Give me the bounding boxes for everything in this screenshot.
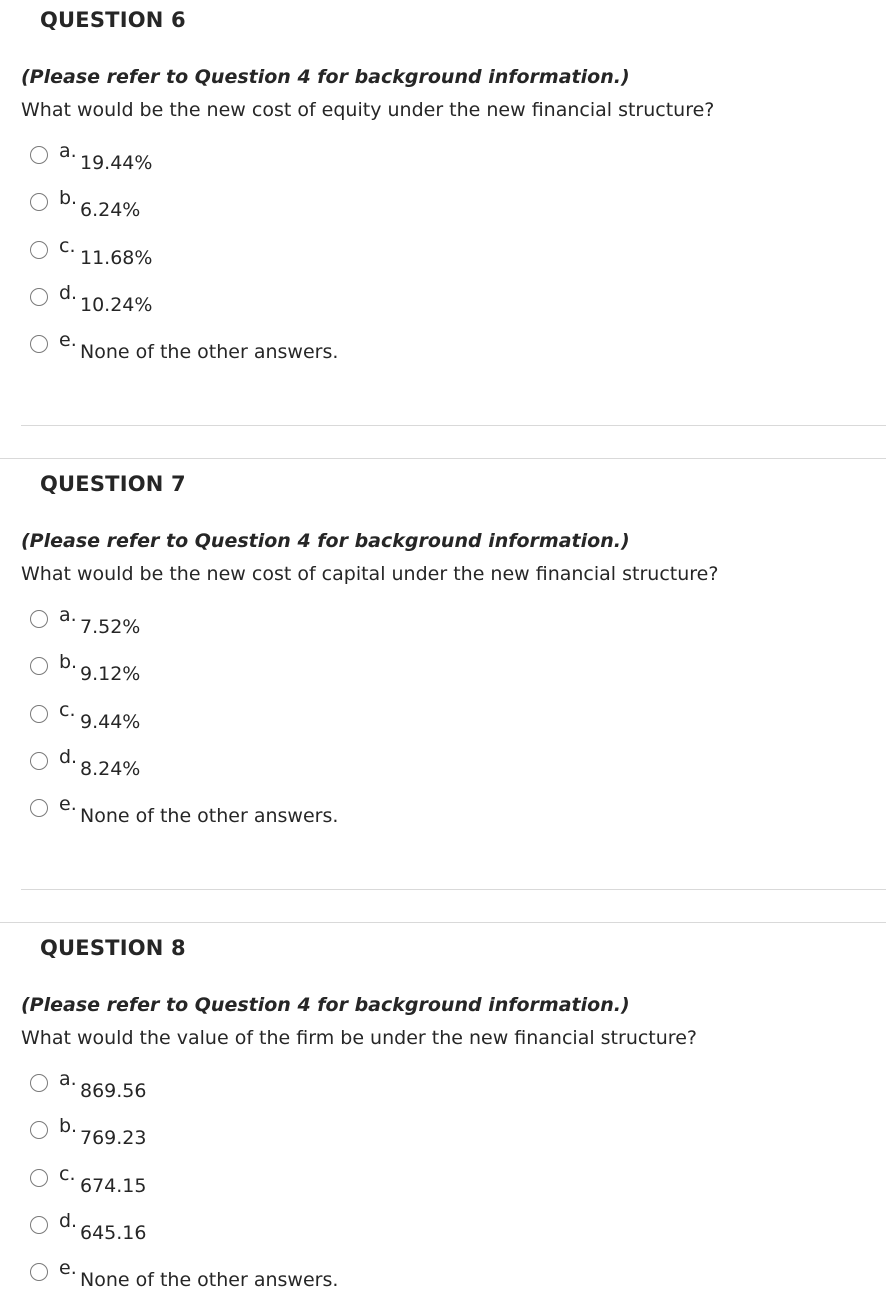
option-e[interactable] <box>0 327 500 367</box>
option-text: 6.24% <box>80 199 141 221</box>
option-b[interactable] <box>0 1113 500 1153</box>
option-d[interactable] <box>0 280 500 320</box>
option-letter: b. <box>59 651 78 673</box>
question-text: What would the value of the firm be under the new financial structure? <box>21 1027 697 1049</box>
radio-button[interactable] <box>30 1263 48 1281</box>
option-c[interactable] <box>0 697 500 737</box>
option-text: None of the other answers. <box>80 341 339 363</box>
radio-button[interactable] <box>30 610 48 628</box>
question-separator <box>0 458 886 459</box>
option-letter: e. <box>59 793 77 815</box>
question-title: QUESTION 7 <box>40 472 186 496</box>
option-c[interactable] <box>0 233 500 273</box>
option-letter: c. <box>59 1163 76 1185</box>
option-letter: c. <box>59 235 76 257</box>
radio-button[interactable] <box>30 288 48 306</box>
radio-button[interactable] <box>30 1074 48 1092</box>
option-d[interactable] <box>0 1208 500 1248</box>
question-text: What would be the new cost of capital under the new financial structure? <box>21 563 719 585</box>
option-text: 9.12% <box>80 663 141 685</box>
question-title: QUESTION 8 <box>40 936 186 960</box>
option-d[interactable] <box>0 744 500 784</box>
option-letter: a. <box>59 604 77 626</box>
option-e[interactable] <box>0 791 500 831</box>
question-note: (Please refer to Question 4 for background information.) <box>21 994 630 1016</box>
option-b[interactable] <box>0 185 500 225</box>
radio-button[interactable] <box>30 335 48 353</box>
option-a[interactable] <box>0 602 500 642</box>
option-c[interactable] <box>0 1161 500 1201</box>
radio-button[interactable] <box>30 752 48 770</box>
radio-button[interactable] <box>30 657 48 675</box>
option-text: 869.56 <box>80 1080 147 1102</box>
option-letter: c. <box>59 699 76 721</box>
option-text: 9.44% <box>80 711 141 733</box>
radio-button[interactable] <box>30 1169 48 1187</box>
option-text: 645.16 <box>80 1222 147 1244</box>
question-note: (Please refer to Question 4 for background information.) <box>21 66 630 88</box>
option-e[interactable] <box>0 1255 500 1295</box>
option-letter: a. <box>59 1068 77 1090</box>
option-text: 769.23 <box>80 1127 147 1149</box>
radio-button[interactable] <box>30 799 48 817</box>
option-text: 10.24% <box>80 294 153 316</box>
section-divider <box>21 889 886 890</box>
option-letter: e. <box>59 329 77 351</box>
question-note: (Please refer to Question 4 for background information.) <box>21 530 630 552</box>
option-a[interactable] <box>0 138 500 178</box>
question-separator <box>0 922 886 923</box>
option-letter: b. <box>59 1115 78 1137</box>
question-text: What would be the new cost of equity under the new financial structure? <box>21 99 715 121</box>
option-text: 19.44% <box>80 152 153 174</box>
option-text: 8.24% <box>80 758 141 780</box>
question-title: QUESTION 6 <box>40 8 186 32</box>
option-b[interactable] <box>0 649 500 689</box>
radio-button[interactable] <box>30 193 48 211</box>
option-a[interactable] <box>0 1066 500 1106</box>
option-text: 11.68% <box>80 247 153 269</box>
radio-button[interactable] <box>30 1216 48 1234</box>
option-letter: d. <box>59 1210 78 1232</box>
radio-button[interactable] <box>30 1121 48 1139</box>
option-text: None of the other answers. <box>80 1269 339 1291</box>
option-text: 674.15 <box>80 1175 147 1197</box>
option-letter: a. <box>59 140 77 162</box>
option-text: 7.52% <box>80 616 141 638</box>
option-letter: e. <box>59 1257 77 1279</box>
option-letter: b. <box>59 187 78 209</box>
option-text: None of the other answers. <box>80 805 339 827</box>
option-letter: d. <box>59 282 78 304</box>
radio-button[interactable] <box>30 705 48 723</box>
radio-button[interactable] <box>30 146 48 164</box>
option-letter: d. <box>59 746 78 768</box>
radio-button[interactable] <box>30 241 48 259</box>
section-divider <box>21 425 886 426</box>
